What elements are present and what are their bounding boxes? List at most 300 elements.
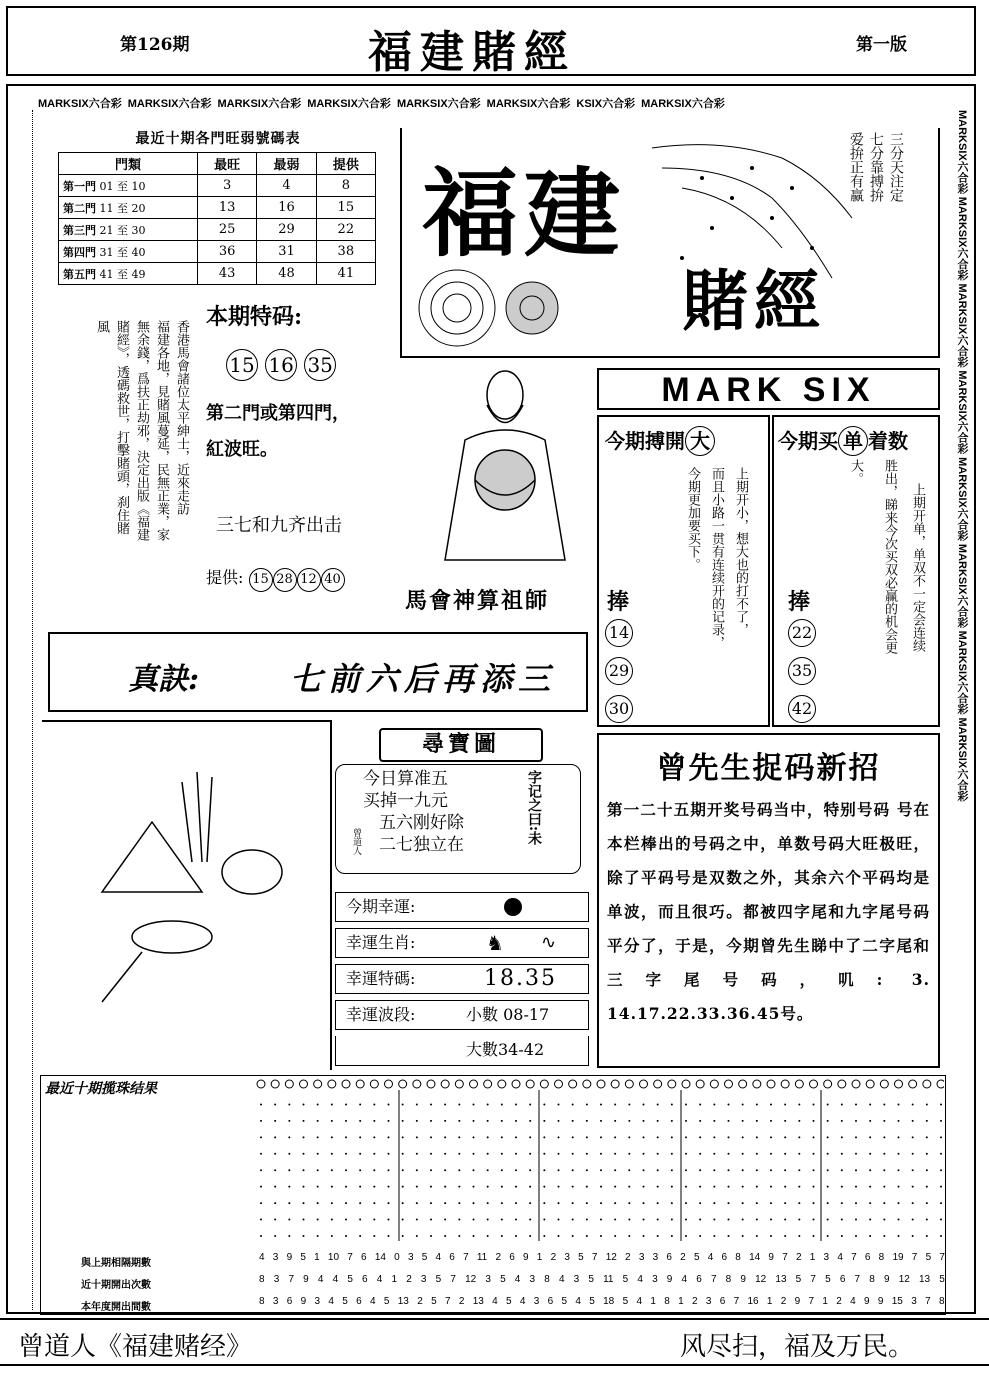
special-code-block xyxy=(200,300,400,610)
grid-dot xyxy=(359,1120,361,1122)
grid-number: 13 xyxy=(918,1274,931,1285)
grid-dot xyxy=(274,1153,276,1155)
grid-dot xyxy=(529,1153,531,1155)
grid-number: 6 xyxy=(286,1296,293,1307)
grid-number: 13 xyxy=(775,1274,787,1285)
grid-dot xyxy=(303,1202,305,1204)
give-label: 提供: xyxy=(206,568,244,587)
grid-dot xyxy=(798,1235,800,1237)
cell-min: 4 xyxy=(257,175,316,197)
grid-dot xyxy=(940,1120,942,1122)
grid-dot xyxy=(827,1169,829,1171)
luck-label: 幸運生肖: xyxy=(346,933,416,952)
grid-dot xyxy=(940,1103,942,1105)
grid-header-circle xyxy=(271,1080,279,1088)
grid-row-label: 近十期開出次數 xyxy=(81,1280,151,1291)
grid-number: 5 xyxy=(506,1296,512,1307)
lucky-color-dot-icon xyxy=(504,898,522,916)
grid-number: 9 xyxy=(794,1296,801,1307)
grid-dot xyxy=(798,1219,800,1221)
grid-header-circle xyxy=(569,1080,577,1088)
grid-dot xyxy=(756,1153,758,1155)
grid-dot xyxy=(898,1235,900,1237)
grid-dot xyxy=(685,1219,687,1221)
grid-dot xyxy=(671,1103,673,1105)
grid-header-circle xyxy=(682,1080,690,1088)
grid-dot xyxy=(274,1202,276,1204)
marksix-banner: MARK SIX xyxy=(597,368,940,410)
grid-dot xyxy=(841,1120,843,1122)
grid-header-circle xyxy=(824,1080,832,1088)
grid-number: 3 xyxy=(272,1296,279,1307)
grid-dot xyxy=(770,1202,772,1204)
grid-row-label: 本年度開出間數 xyxy=(81,1302,151,1313)
grid-dot xyxy=(926,1219,928,1221)
table-header: 門類 xyxy=(59,153,198,175)
grid-dot xyxy=(898,1219,900,1221)
grid-dot xyxy=(430,1120,432,1122)
grid-dot xyxy=(841,1103,843,1105)
grid-header-circle xyxy=(498,1080,506,1088)
luck-row-color xyxy=(335,892,589,922)
grid-dot xyxy=(798,1153,800,1155)
grid-number: 2 xyxy=(495,1252,502,1263)
bigsmall-title xyxy=(605,425,715,456)
grid-dot xyxy=(317,1219,319,1221)
treasure-line: 买掉一九元 xyxy=(363,791,448,811)
grid-dot xyxy=(373,1169,375,1171)
luck-label: 今期幸運: xyxy=(346,897,416,916)
door-name: 第五門 xyxy=(63,267,96,281)
grid-dot xyxy=(685,1186,687,1188)
grid-dot xyxy=(657,1186,659,1188)
grid-dot xyxy=(458,1169,460,1171)
grid-number: 11 xyxy=(603,1274,614,1285)
grid-dot xyxy=(912,1202,914,1204)
grid-dot xyxy=(473,1169,475,1171)
grid-dot xyxy=(756,1219,758,1221)
grid-dot xyxy=(628,1103,630,1105)
grid-number: 9 xyxy=(666,1274,673,1285)
grid-dot xyxy=(473,1202,475,1204)
grid-header-circle xyxy=(880,1080,888,1088)
special-num: 15 xyxy=(226,349,258,381)
cell-min: 48 xyxy=(257,263,316,285)
grid-dot xyxy=(345,1202,347,1204)
luck-row-band xyxy=(335,1000,589,1030)
grid-header-circle xyxy=(725,1080,733,1088)
grid-dot xyxy=(756,1120,758,1122)
grid-dot xyxy=(331,1120,333,1122)
grid-number: 4 xyxy=(435,1252,442,1263)
grid-dot xyxy=(586,1219,588,1221)
grid-number: 3 xyxy=(420,1274,427,1285)
grid-dot xyxy=(487,1235,489,1237)
grid-dot xyxy=(572,1136,574,1138)
grid-number: 12 xyxy=(605,1252,617,1263)
grid-number: 7 xyxy=(782,1252,788,1263)
grid-header-circle xyxy=(385,1080,393,1088)
cell-give: 41 xyxy=(316,263,375,285)
grid-number: 7 xyxy=(808,1296,815,1307)
grid-dot xyxy=(345,1120,347,1122)
grid-dot xyxy=(628,1136,630,1138)
grid-dot xyxy=(515,1153,517,1155)
strip-item: MARKSIX六合彩 xyxy=(127,98,212,110)
grid-number: 8 xyxy=(544,1274,550,1285)
grid-header-circle xyxy=(625,1080,633,1088)
grid-dot xyxy=(784,1169,786,1171)
grid-dot xyxy=(869,1202,871,1204)
grid-dot xyxy=(713,1153,715,1155)
door-range: 31 至 40 xyxy=(99,245,146,259)
grid-dot xyxy=(912,1153,914,1155)
grid-dot xyxy=(458,1219,460,1221)
grid-number: 2 xyxy=(795,1252,802,1263)
grid-dot xyxy=(855,1153,857,1155)
grid-dot xyxy=(388,1219,390,1221)
grid-title: 最近十期揽珠结果 xyxy=(45,1078,157,1098)
cell-min: 31 xyxy=(257,241,316,263)
grid-dot xyxy=(487,1153,489,1155)
grid-dot xyxy=(657,1169,659,1171)
grid-dot xyxy=(430,1153,432,1155)
grid-dot xyxy=(614,1219,616,1221)
grid-dot xyxy=(260,1136,262,1138)
grid-dot xyxy=(586,1169,588,1171)
grid-header-circle xyxy=(937,1080,944,1088)
luck-extra: 大數34-42 xyxy=(466,1040,545,1059)
grid-dot xyxy=(529,1186,531,1188)
grid-dot xyxy=(728,1186,730,1188)
grid-number: 5 xyxy=(342,1296,348,1307)
grid-number: 13 xyxy=(472,1296,484,1307)
grid-dot xyxy=(543,1186,545,1188)
grid-dot xyxy=(317,1186,319,1188)
grid-number: 14 xyxy=(374,1252,386,1263)
grid-dot xyxy=(402,1202,404,1204)
grid-dot xyxy=(473,1186,475,1188)
grid-dot xyxy=(926,1169,928,1171)
grid-dot xyxy=(288,1136,290,1138)
grid-dot xyxy=(388,1136,390,1138)
grid-dot xyxy=(926,1202,928,1204)
luck-row-band-extra xyxy=(335,1036,589,1066)
grid-dot xyxy=(501,1153,503,1155)
grid-dot xyxy=(614,1235,616,1237)
cell-give: 22 xyxy=(316,219,375,241)
grid-number: 1 xyxy=(678,1296,684,1307)
grid-dot xyxy=(444,1219,446,1221)
cell-max: 36 xyxy=(198,241,257,263)
grid-dot xyxy=(827,1136,829,1138)
grid-number: 4 xyxy=(332,1274,339,1285)
grid-number: 1 xyxy=(766,1296,773,1307)
grid-dot xyxy=(543,1235,545,1237)
grid-dot xyxy=(501,1202,503,1204)
grid-dot xyxy=(940,1202,942,1204)
grid-dot xyxy=(940,1186,942,1188)
grid-number: 6 xyxy=(721,1252,728,1263)
grid-dot xyxy=(359,1136,361,1138)
marksix-strip-top xyxy=(38,95,948,113)
intro-col: 風 xyxy=(94,320,109,333)
table-row xyxy=(59,175,376,197)
grid-dot xyxy=(373,1219,375,1221)
grid-dot xyxy=(898,1153,900,1155)
logo-big-text: 福建 xyxy=(422,157,626,270)
grid-dot xyxy=(402,1136,404,1138)
grid-dot xyxy=(628,1120,630,1122)
grid-number: 5 xyxy=(435,1274,442,1285)
treasure-note: 字记之曰:未 xyxy=(526,770,542,846)
grid-dot xyxy=(685,1153,687,1155)
grid-dot xyxy=(388,1153,390,1155)
grid-dot xyxy=(883,1136,885,1138)
grid-dot xyxy=(388,1235,390,1237)
strip-item: MARKSIX六合彩 xyxy=(217,98,302,110)
grid-dot xyxy=(373,1136,375,1138)
grid-number: 2 xyxy=(550,1252,557,1263)
grid-dot xyxy=(628,1202,630,1204)
grid-number: 4 xyxy=(837,1252,843,1263)
grid-dot xyxy=(699,1235,701,1237)
bigsmall-title-text: 今期搏開 xyxy=(605,429,685,453)
grid-dot xyxy=(402,1235,404,1237)
grid-dot xyxy=(558,1186,560,1188)
grid-dot xyxy=(614,1120,616,1122)
treasure-line: 五六刚好除 xyxy=(379,813,464,833)
grid-dot xyxy=(600,1202,602,1204)
special-num: 35 xyxy=(304,349,336,381)
grid-dot xyxy=(600,1219,602,1221)
door-name: 第一門 xyxy=(63,179,96,193)
grid-dot xyxy=(883,1235,885,1237)
grid-dot xyxy=(671,1136,673,1138)
grid-dot xyxy=(260,1153,262,1155)
grid-dot xyxy=(402,1219,404,1221)
grid-dot xyxy=(572,1202,574,1204)
oddeven-pick: 35 xyxy=(788,657,816,685)
grid-number: 4 xyxy=(376,1274,383,1285)
grid-dot xyxy=(756,1202,758,1204)
grid-number: 8 xyxy=(259,1274,265,1285)
grid-dot xyxy=(643,1120,645,1122)
intro-col: 無余錢，爲扶正劫邪，決定出版《福建 xyxy=(134,320,149,541)
grid-dot xyxy=(473,1120,475,1122)
grid-number: 5 xyxy=(347,1274,353,1285)
grid-dot xyxy=(543,1202,545,1204)
grid-dot xyxy=(529,1136,531,1138)
grid-dot xyxy=(940,1219,942,1221)
grid-dot xyxy=(558,1235,560,1237)
table-header: 提供 xyxy=(316,153,375,175)
grid-number: 12 xyxy=(465,1274,477,1285)
grid-dot xyxy=(657,1136,659,1138)
grid-dot xyxy=(869,1235,871,1237)
grid-dot xyxy=(586,1136,588,1138)
grid-dot xyxy=(883,1153,885,1155)
grid-dot xyxy=(288,1103,290,1105)
grid-dot xyxy=(643,1136,645,1138)
grid-dot xyxy=(813,1202,815,1204)
grid-dot xyxy=(288,1202,290,1204)
strip-item: MARKSIX六合彩 xyxy=(307,98,391,110)
grid-dot xyxy=(543,1136,545,1138)
grid-header-circle xyxy=(710,1080,718,1088)
grid-dot xyxy=(898,1120,900,1122)
grid-number: 8 xyxy=(725,1274,732,1285)
grid-dot xyxy=(855,1103,857,1105)
grid-dot xyxy=(359,1219,361,1221)
grid-dot xyxy=(798,1136,800,1138)
grid-number: 6 xyxy=(839,1274,846,1285)
grid-dot xyxy=(416,1153,418,1155)
grid-dot xyxy=(883,1103,885,1105)
grid-number: 3 xyxy=(314,1296,321,1307)
mantra-banner xyxy=(48,632,588,712)
grid-number: 0 xyxy=(394,1252,400,1263)
grid-number: 5 xyxy=(500,1274,506,1285)
grid-dot xyxy=(430,1202,432,1204)
grid-header-circle xyxy=(654,1080,662,1088)
grid-number: 6 xyxy=(362,1274,368,1285)
grid-dot xyxy=(756,1169,758,1171)
grid-dot xyxy=(713,1103,715,1105)
grid-dot xyxy=(869,1153,871,1155)
grid-dot xyxy=(260,1169,262,1171)
grid-dot xyxy=(912,1169,914,1171)
grid-dot xyxy=(770,1136,772,1138)
grid-dot xyxy=(501,1120,503,1122)
grid-dot xyxy=(813,1169,815,1171)
grid-dot xyxy=(742,1186,744,1188)
grid-dot xyxy=(345,1235,347,1237)
grid-dot xyxy=(742,1136,744,1138)
grid-dot xyxy=(303,1120,305,1122)
grid-dot xyxy=(572,1103,574,1105)
grid-dot xyxy=(600,1136,602,1138)
give-num: 40 xyxy=(321,568,345,592)
luck-row-special xyxy=(335,964,589,994)
grid-dot xyxy=(458,1235,460,1237)
grid-number: 5 xyxy=(383,1296,390,1307)
grid-dot xyxy=(458,1202,460,1204)
grid-dot xyxy=(770,1103,772,1105)
footer-right: 风尽扫，福及万民。 xyxy=(680,1332,915,1362)
snake-icon: ∿ xyxy=(541,932,557,953)
grid-dot xyxy=(883,1186,885,1188)
grid-dot xyxy=(586,1103,588,1105)
grid-header-circle xyxy=(696,1080,704,1088)
grid-number: 7 xyxy=(939,1252,945,1263)
oddeven-pick-label: 捧 xyxy=(788,589,811,615)
grid-dot xyxy=(515,1219,517,1221)
grid-dot xyxy=(841,1186,843,1188)
grid-dot xyxy=(827,1235,829,1237)
header-bar xyxy=(6,6,976,76)
grid-dot xyxy=(657,1202,659,1204)
cell-min: 29 xyxy=(257,219,316,241)
grid-dot xyxy=(317,1103,319,1105)
grid-dot xyxy=(699,1103,701,1105)
grid-dot xyxy=(685,1103,687,1105)
grid-dot xyxy=(586,1153,588,1155)
grid-dot xyxy=(487,1169,489,1171)
grid-header-circle xyxy=(370,1080,378,1088)
grid-number: 7 xyxy=(450,1274,456,1285)
grid-header-circle xyxy=(852,1080,860,1088)
grid-dot xyxy=(487,1120,489,1122)
cell-max: 3 xyxy=(198,175,257,197)
grid-dot xyxy=(685,1235,687,1237)
grid-number: 9 xyxy=(768,1252,774,1263)
grid-row-label: 與上期相隔期數 xyxy=(81,1258,151,1269)
grid-numbers-row1 xyxy=(259,1252,945,1263)
grid-header-circle xyxy=(399,1080,407,1088)
grid-dot xyxy=(317,1169,319,1171)
grid-number: 2 xyxy=(780,1296,787,1307)
grid-dot xyxy=(770,1235,772,1237)
grid-number: 4 xyxy=(259,1252,265,1263)
grid-dot xyxy=(558,1136,560,1138)
grid-number: 6 xyxy=(509,1252,515,1263)
grid-number: 8 xyxy=(938,1296,945,1307)
grid-dot xyxy=(926,1120,928,1122)
grid-dot xyxy=(699,1153,701,1155)
grid-number: 12 xyxy=(898,1274,910,1285)
grid-number: 1 xyxy=(809,1252,816,1263)
grid-dot xyxy=(274,1103,276,1105)
grid-dot xyxy=(402,1169,404,1171)
grid-number: 5 xyxy=(589,1296,595,1307)
door-table-title: 最近十期各門旺弱號碼表 xyxy=(135,131,301,147)
grid-dot xyxy=(359,1186,361,1188)
horse-icon: ♞ xyxy=(486,931,504,955)
grid-dot xyxy=(643,1153,645,1155)
grid-dot xyxy=(458,1136,460,1138)
grid-dot xyxy=(912,1136,914,1138)
grid-number: 7 xyxy=(444,1296,451,1307)
grid-dot xyxy=(699,1120,701,1122)
grid-header-circle xyxy=(427,1080,435,1088)
grid-number: 9 xyxy=(864,1296,870,1307)
grid-dot xyxy=(742,1235,744,1237)
grid-header-circle xyxy=(300,1080,308,1088)
grid-header-circle xyxy=(526,1080,534,1088)
grid-dot xyxy=(572,1120,574,1122)
grid-dot xyxy=(912,1235,914,1237)
grid-dot xyxy=(869,1103,871,1105)
grid-dot xyxy=(416,1136,418,1138)
grid-number: 6 xyxy=(361,1252,367,1263)
grid-dot xyxy=(515,1103,517,1105)
grid-dot xyxy=(586,1120,588,1122)
grid-dot xyxy=(798,1103,800,1105)
grid-number: 9 xyxy=(883,1274,890,1285)
grid-dot xyxy=(331,1136,333,1138)
grid-dot xyxy=(628,1219,630,1221)
grid-dot xyxy=(912,1103,914,1105)
grid-dot xyxy=(643,1186,645,1188)
grid-number: 7 xyxy=(591,1252,598,1263)
grid-dot xyxy=(331,1219,333,1221)
grid-dot xyxy=(841,1169,843,1171)
grid-dot xyxy=(303,1169,305,1171)
intro-vertical xyxy=(60,320,190,590)
grid-dot xyxy=(274,1235,276,1237)
grid-number: 16 xyxy=(747,1296,759,1307)
